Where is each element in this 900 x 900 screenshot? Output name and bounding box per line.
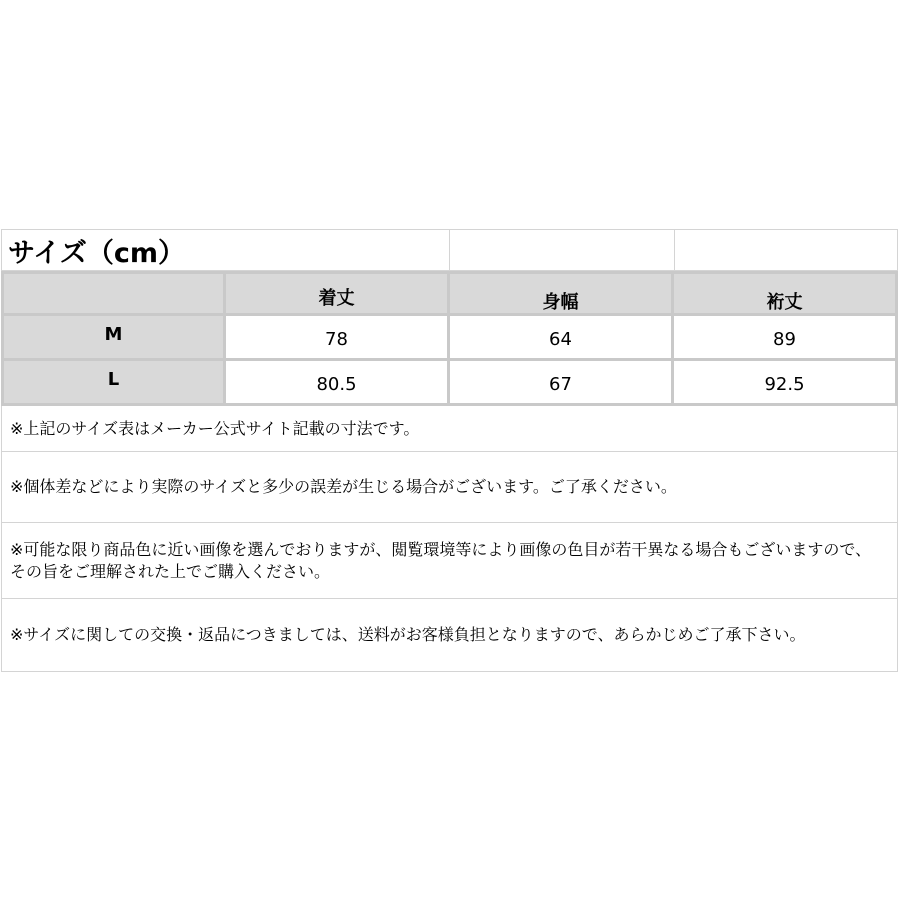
header-cell-sleeve: 裄丈 [674,271,898,316]
size-label: L [1,361,226,406]
table-row [1,361,898,406]
size-table [1,229,898,672]
table-cell: 80.5 [226,361,450,406]
title-row [1,229,898,271]
table-cell: 78 [226,316,450,361]
note-return-policy: ※サイズに関しての交換・返品につきましては、送料がお客様負担となりますので、あらかじめご了承下さい。 [1,599,898,672]
size-label: M [1,316,226,361]
table-title: サイズ（cm） [1,229,449,271]
blank-cell [674,229,898,271]
table-cell: 67 [450,361,674,406]
note-individual-difference: ※個体差などにより実際のサイズと多少の誤差が生じる場合がございます。ご了承ください。 [1,452,898,523]
header-row [1,271,898,316]
header-cell-length: 着丈 [226,271,450,316]
header-cell-width: 身幅 [450,271,674,316]
note-official-dimensions: ※上記のサイズ表はメーカー公式サイト記載の寸法です。 [1,406,898,452]
note-color-variance: ※可能な限り商品色に近い画像を選んでおりますが、閲覧環境等により画像の色目が若干異なる場合もございますので、その旨をご理解された上でご購入ください。 [1,523,898,599]
table-cell: 92.5 [674,361,898,406]
header-cell-blank [1,271,226,316]
table-cell: 64 [450,316,674,361]
table-cell: 89 [674,316,898,361]
table-row [1,316,898,361]
blank-cell [449,229,674,271]
